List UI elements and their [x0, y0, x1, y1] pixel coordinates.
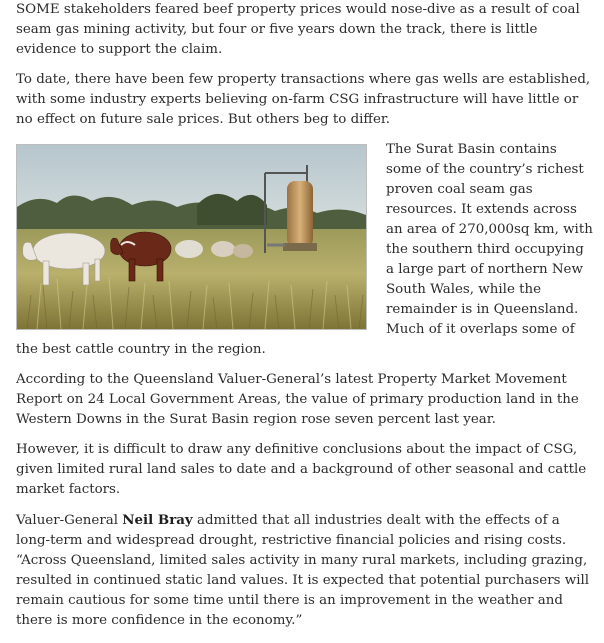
paragraph-valuer-general-report: According to the Queensland Valuer-General’s latest Property Market Movement Report on 24 Local Government Areas, the value of primary production land in the Western Downs in the Surat Basin region rose seven percent last year.: [16, 372, 579, 427]
paragraph-conclusions: However, it is difficult to draw any definitive conclusions about the impact of CSG, given limited rural land sales to date and a background of other seasonal and cattle market factors.: [16, 442, 587, 497]
paragraph-transactions: To date, there have been few property transactions where gas wells are established, with some industry experts believing on-farm CSG infrastructure will have little or no effect on future sale prices. But others beg to differ.: [16, 72, 591, 127]
paragraph-surat-basin: The Surat Basin contains some of the country’s richest proven coal seam gas resources. It extends across an area of 270,000sq km, with the southern third occupying a large part of northern New South Wales, while the remainder is in Queensland. Much of it overlaps some of the best cattle country in the region.: [16, 142, 593, 357]
paragraph-intro: SOME stakeholders feared beef property prices would nose-dive as a result of coal seam gas mining activity, but four or five years down the track, there is little evidence to support the claim.: [16, 2, 580, 57]
paragraph-neil-bray-quote: [16, 510, 594, 631]
quote-body: admitted that all industries dealt with the effects of a long-term and widespread drought, restrictive financial policies and rising costs. “Across Queensland, limited sales activity in many rural markets, including grazing, resulted in continued static land values. It is expected that potential purchasers will remain cautious for some time until there is an improvement in the weather and there is more confidence in the economy.”: [16, 513, 590, 628]
gas-tank: [287, 181, 313, 247]
article: [16, 0, 594, 641]
person-name: Neil Bray: [122, 512, 193, 528]
quote-lead: Valuer-General: [16, 513, 123, 528]
cattle-gas-well-photo: [16, 144, 367, 330]
photo-illustration: [17, 145, 366, 329]
